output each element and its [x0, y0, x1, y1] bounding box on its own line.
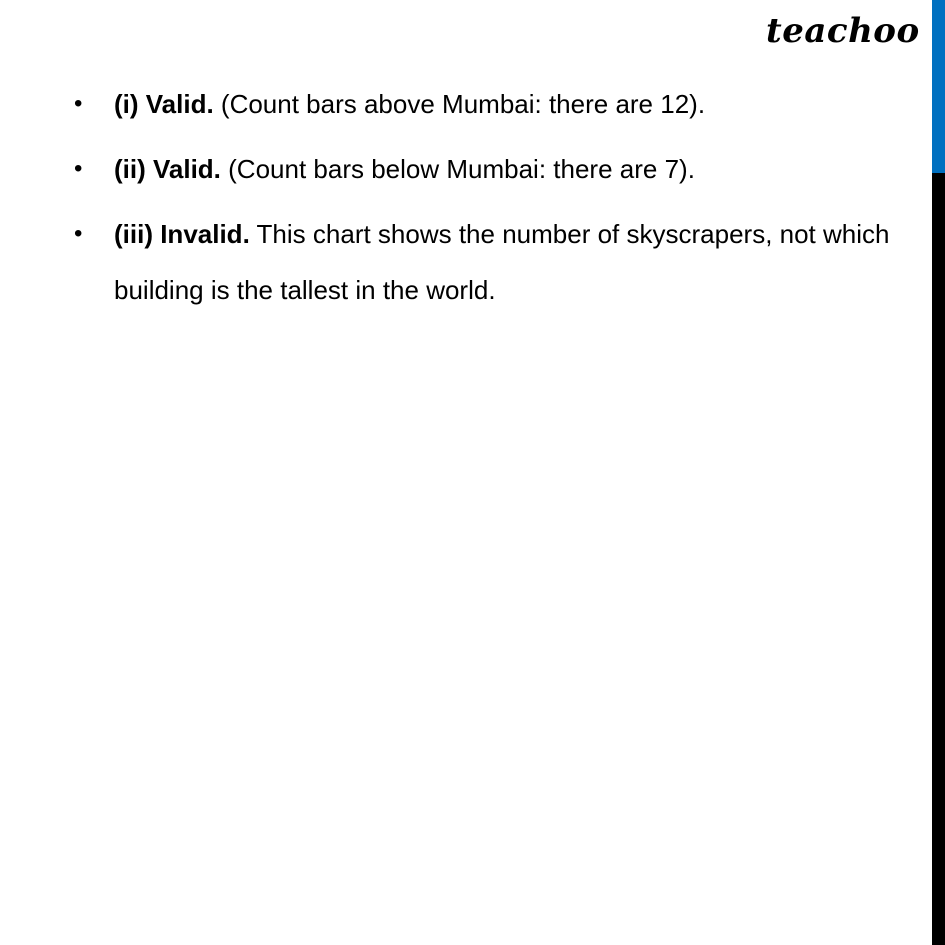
accent-bar-black	[932, 173, 945, 945]
teachoo-logo: teachoo	[766, 11, 920, 51]
answer-text: This chart shows the number of skyscrapers, not which building is the tallest in the world.	[114, 219, 890, 305]
answer-label: (ii) Valid.	[114, 154, 221, 184]
answer-list	[74, 76, 924, 327]
answer-item-i	[74, 76, 924, 132]
bullet-icon: •	[74, 220, 83, 247]
answer-text: (Count bars above Mumbai: there are 12).	[213, 89, 706, 119]
bullet-icon: •	[74, 155, 83, 182]
answer-label: (i) Valid.	[114, 89, 214, 119]
accent-bar-blue	[932, 0, 945, 173]
right-edge-bar	[932, 0, 945, 945]
answer-label: (iii) Invalid.	[114, 219, 250, 249]
answer-item-ii	[74, 141, 924, 197]
answer-text: (Count bars below Mumbai: there are 7).	[220, 154, 695, 184]
bullet-icon: •	[74, 90, 83, 117]
answer-item-iii	[74, 206, 924, 318]
